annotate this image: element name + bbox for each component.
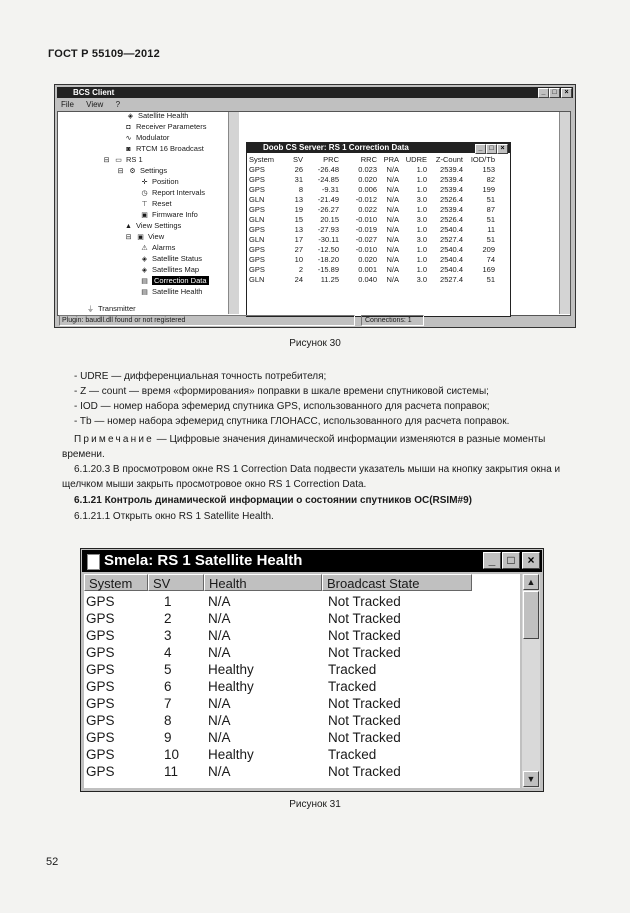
vertical-scrollbar[interactable] (522, 574, 540, 788)
note-text: — Цифровые значения динамической информации изменяются в разные моменты времени. (62, 434, 546, 460)
table-cell: 7 (164, 696, 172, 711)
menu-help[interactable]: ? (115, 100, 121, 109)
tree-item-label: Receiver Parameters (136, 122, 207, 131)
table-cell: 1.0 (416, 265, 427, 274)
column-header[interactable]: System (84, 574, 148, 591)
tree-item-label: Alarms (152, 243, 176, 252)
table-cell: GPS (249, 265, 265, 274)
tree-item[interactable] (86, 303, 136, 315)
table-cell: GPS (86, 696, 115, 711)
table-cell: 3.0 (416, 275, 427, 284)
sub-maximize-button[interactable]: □ (486, 144, 497, 154)
table-cell: UDRE (405, 155, 427, 164)
table-cell: GPS (86, 628, 115, 643)
scroll-up-icon[interactable]: ▲ (523, 574, 539, 590)
table-cell: PRC (323, 155, 339, 164)
table-cell: Healthy (208, 747, 254, 762)
table-cell: N/A (386, 215, 399, 224)
table-cell: SV (292, 155, 303, 164)
table-cell: PRA (383, 155, 399, 164)
table-cell: 2527.4 (440, 235, 463, 244)
close-button[interactable]: × (561, 88, 572, 98)
table-cell: 0.020 (358, 175, 377, 184)
scroll-down-icon[interactable]: ▼ (523, 771, 539, 787)
table-cell: N/A (386, 165, 399, 174)
tree-item-label: Satellite Health (138, 111, 189, 120)
tree-expander-icon[interactable]: ⊟ (125, 234, 132, 241)
paragraph-6-1-21-1: 6.1.21.1 Открыть окно RS 1 Satellite Health. (74, 511, 274, 522)
def-udre: - UDRE — дифференциальная точность потребителя; (74, 371, 327, 382)
table-cell: IOD/Tb (470, 155, 495, 164)
table-cell: 1.0 (416, 255, 427, 264)
table-cell: 87 (486, 205, 495, 214)
broadcast-icon: ◙ (126, 146, 131, 153)
table-cell: 0.020 (358, 255, 377, 264)
note-label: Примечание (74, 434, 154, 445)
table-cell: 27 (294, 245, 303, 254)
tree-item-label: View (148, 232, 165, 241)
table-cell: N/A (386, 205, 399, 214)
table-cell: GPS (86, 611, 115, 626)
table-cell: GPS (249, 205, 265, 214)
table-cell: -27.93 (317, 225, 339, 234)
tree-item-label: Settings (140, 166, 168, 175)
table-cell: 1.0 (416, 175, 427, 184)
table-cell: -0.019 (355, 225, 377, 234)
client-area (57, 111, 571, 316)
table-cell: GLN (249, 195, 265, 204)
map-icon: ◈ (141, 267, 148, 274)
table-cell: -26.27 (317, 205, 339, 214)
table-cell: 0.001 (358, 265, 377, 274)
table-cell: N/A (386, 175, 399, 184)
tree-item-label: Firmware Info (152, 210, 198, 219)
table-cell: 51 (486, 275, 495, 284)
scroll-thumb[interactable] (523, 591, 539, 639)
table-cell: 2539.4 (440, 185, 463, 194)
table-cell: N/A (386, 195, 399, 204)
tree-expander-icon[interactable]: ⊟ (117, 168, 124, 175)
table-cell: 82 (486, 175, 495, 184)
table-cell: 1.0 (416, 165, 427, 174)
window-title: Smela: RS 1 Satellite Health (104, 552, 303, 569)
table-cell: GPS (249, 175, 265, 184)
table-cell: 3.0 (416, 195, 427, 204)
table-cell: GPS (86, 747, 115, 762)
tree-item-label: Modulator (136, 133, 170, 142)
table-cell: Not Tracked (328, 594, 401, 609)
table-cell: Z-Count (435, 155, 463, 164)
table-cell: GPS (86, 679, 115, 694)
table-cell: GPS (249, 255, 265, 264)
tree-item-label: Correction Data (154, 276, 207, 285)
table-cell: Tracked (328, 662, 377, 677)
modulator-icon: ∿ (125, 135, 132, 142)
table-cell: N/A (386, 275, 399, 284)
tree-item-label: Satellite Status (152, 254, 203, 263)
table-cell: -24.85 (317, 175, 339, 184)
table-cell: GPS (249, 245, 265, 254)
table-cell: Not Tracked (328, 611, 401, 626)
table-cell: N/A (208, 713, 231, 728)
table-cell: 2540.4 (440, 225, 463, 234)
station-icon: ▭ (115, 157, 122, 164)
table-cell: 2527.4 (440, 275, 463, 284)
table-cell: N/A (208, 730, 231, 745)
table-cell: 0.022 (358, 205, 377, 214)
table-cell: RRC (360, 155, 377, 164)
view-settings-icon: ▲ (125, 223, 132, 230)
tree-item-label: View Settings (136, 221, 182, 230)
menu-file[interactable]: File (61, 100, 74, 109)
table-cell: Healthy (208, 662, 254, 677)
table-cell: N/A (386, 255, 399, 264)
table-cell: GLN (249, 215, 265, 224)
page-number: 52 (46, 856, 59, 868)
table-cell: 153 (482, 165, 495, 174)
def-zcount: - Z — count — время «формирования» поправки в шкале времени спутниковой системы; (74, 386, 489, 397)
column-header[interactable]: Broadcast State (322, 574, 472, 591)
tree-item-label: RTCM 16 Broadcast (136, 144, 204, 153)
table-cell: 51 (486, 215, 495, 224)
tree-scrollbar[interactable] (228, 112, 239, 314)
receiver-icon: ◘ (126, 124, 131, 131)
sub-close-button[interactable]: × (497, 144, 508, 154)
table-cell: 0.006 (358, 185, 377, 194)
table-cell: 26 (294, 165, 303, 174)
window-app-icon (87, 554, 100, 570)
close-button[interactable]: × (522, 552, 540, 569)
table-cell: 2539.4 (440, 175, 463, 184)
data-icon: ▤ (141, 278, 148, 285)
table-cell: 10 (294, 255, 303, 264)
table-cell: 3 (164, 628, 172, 643)
table-cell: N/A (208, 764, 231, 779)
maximize-button[interactable]: □ (549, 88, 560, 98)
tree-item-label: Satellites Map (152, 265, 200, 274)
table-cell: 11.25 (320, 275, 339, 284)
table-cell: GPS (249, 225, 265, 234)
table-row[interactable] (84, 729, 520, 746)
table-cell: -15.89 (317, 265, 339, 274)
menu-bar (57, 99, 573, 110)
table-cell: GPS (249, 165, 265, 174)
table-row[interactable] (84, 695, 520, 712)
transmitter-icon: ⏚ (87, 306, 94, 313)
minimize-button[interactable]: _ (483, 552, 501, 569)
table-cell: GPS (86, 764, 115, 779)
table-cell: 1.0 (416, 225, 427, 234)
satellite-health-table (84, 574, 520, 788)
figure31-caption: Рисунок 31 (289, 799, 341, 810)
table-cell: 10 (164, 747, 180, 762)
tree-item-label: Reset (152, 199, 172, 208)
table-cell: 17 (294, 235, 303, 244)
table-cell: -9.31 (321, 185, 339, 194)
table-cell: -0.012 (355, 195, 377, 204)
table-cell: 199 (482, 185, 495, 194)
table-cell: 51 (486, 235, 495, 244)
table-cell: -21.49 (317, 195, 339, 204)
table-cell: 2 (298, 265, 303, 274)
table-cell: 2 (164, 611, 172, 626)
table-cell: GPS (249, 185, 265, 194)
tree-item[interactable] (140, 286, 202, 298)
table-cell: 2539.4 (440, 205, 463, 214)
table-row[interactable] (84, 763, 520, 780)
table-cell: 6 (164, 679, 172, 694)
table-cell: 3.0 (416, 215, 427, 224)
note-paragraph (62, 432, 574, 462)
status-bar (57, 315, 573, 325)
view-icon: ▣ (137, 234, 144, 241)
tree-item-label: Satellite Health (152, 287, 203, 296)
definitions-list (74, 369, 574, 429)
tree-item-label: Transmitter (98, 304, 136, 313)
column-header[interactable]: Health (204, 574, 322, 591)
table-cell: 2540.4 (440, 255, 463, 264)
table-cell: 1.0 (416, 185, 427, 194)
paragraph-6-1-20-3: 6.1.20.3 В просмотровом окне RS 1 Correction Data подвести указатель мыши на кнопку закрытия окна и щелчком мыши закрыть просмотровое окно RS 1 Correction Data. (62, 464, 561, 490)
table-cell: GPS (86, 730, 115, 745)
firmware-icon: ▣ (141, 212, 148, 219)
table-cell: N/A (386, 265, 399, 274)
table-row[interactable] (84, 610, 520, 627)
table-cell: N/A (386, 225, 399, 234)
table-cell: Not Tracked (328, 764, 401, 779)
table-cell: -0.010 (355, 245, 377, 254)
table-cell: 1.0 (416, 245, 427, 254)
table-cell: 209 (482, 245, 495, 254)
table-cell: 20.15 (320, 215, 339, 224)
table-cell: 1.0 (416, 205, 427, 214)
subwindow-title-bar (247, 143, 510, 153)
subwindow-title: Doob CS Server: RS 1 Correction Data (263, 143, 409, 152)
table-cell: Not Tracked (328, 645, 401, 660)
table-row[interactable] (84, 746, 520, 763)
figure30-caption: Рисунок 30 (289, 338, 341, 349)
table-cell: 11 (164, 764, 179, 779)
table-cell: -0.027 (355, 235, 377, 244)
table-cell: GPS (86, 594, 115, 609)
table-cell: 8 (164, 713, 172, 728)
table-cell: 11 (487, 225, 495, 234)
table-row[interactable] (84, 627, 520, 644)
main-scrollbar[interactable] (559, 112, 570, 314)
table-cell: N/A (208, 696, 231, 711)
table-cell: N/A (386, 235, 399, 244)
correction-data-window (246, 142, 511, 317)
table-cell: N/A (208, 628, 231, 643)
satellite-icon: ◈ (127, 113, 134, 120)
status-plugin: Plugin: baudll.dll found or not registered (59, 315, 355, 326)
table-row[interactable] (84, 644, 520, 661)
table-cell: System (249, 155, 275, 164)
table-cell: Tracked (328, 747, 377, 762)
table-cell: 2526.4 (440, 195, 463, 204)
title-bar (82, 550, 542, 572)
table-cell: N/A (208, 611, 231, 626)
status-connections: Connections: 1 (361, 315, 424, 326)
section-heading: 6.1.21 Контроль динамической информации о состоянии спутников ОС(RSIM#9) (74, 495, 472, 506)
table-cell: -0.010 (355, 215, 377, 224)
table-cell: GLN (249, 235, 265, 244)
table-cell: 19 (294, 205, 303, 214)
table-cell: 4 (164, 645, 172, 660)
tree-item-label: RS 1 (126, 155, 143, 164)
table-cell: 2526.4 (440, 215, 463, 224)
table-cell: Not Tracked (328, 628, 401, 643)
table-cell: -18.20 (317, 255, 339, 264)
table-cell: N/A (208, 594, 231, 609)
table-cell: -30.11 (318, 235, 339, 244)
document-header: ГОСТ Р 55109—2012 (48, 48, 160, 60)
table-cell: 0.023 (358, 165, 377, 174)
table-cell: Not Tracked (328, 696, 401, 711)
table-cell: GPS (86, 645, 115, 660)
table-cell: 8 (298, 185, 303, 194)
satellite-icon: ◈ (141, 256, 148, 263)
table-cell: 2540.4 (440, 245, 463, 254)
sub-minimize-button[interactable]: _ (475, 144, 486, 154)
table-cell: 31 (294, 175, 303, 184)
table-cell: Tracked (328, 679, 377, 694)
table-row[interactable] (84, 712, 520, 729)
table-cell: N/A (386, 245, 399, 254)
table-row[interactable] (84, 593, 520, 610)
table-cell: Healthy (208, 679, 254, 694)
table-cell: 2540.4 (440, 265, 463, 274)
table-cell: 24 (294, 275, 303, 284)
reset-icon: ⊤ (141, 201, 148, 208)
table-cell: -12.50 (317, 245, 339, 254)
def-tb: - Tb — номер набора эфемерид спутника ГЛОНАСС, использованного для расчета поправок. (74, 416, 510, 427)
title-bar (57, 87, 573, 98)
table-cell: 15 (294, 215, 303, 224)
alarm-icon: ⚠ (141, 245, 148, 252)
table-cell: 1 (164, 594, 172, 609)
maximize-button[interactable]: □ (502, 552, 520, 569)
window-title: BCS Client (73, 88, 115, 97)
position-icon: ✛ (141, 179, 148, 186)
tree-expander-icon[interactable]: ⊟ (103, 157, 110, 164)
health-icon: ▤ (141, 289, 148, 296)
table-cell: Not Tracked (328, 713, 401, 728)
column-header[interactable]: SV (148, 574, 204, 591)
table-row[interactable] (84, 661, 520, 678)
table-cell: 169 (482, 265, 495, 274)
table-cell: 74 (486, 255, 495, 264)
table-cell: GLN (249, 275, 265, 284)
bcs-client-window (54, 84, 576, 328)
table-cell: 13 (294, 225, 303, 234)
clock-icon: ◷ (141, 190, 148, 197)
table-row[interactable] (84, 678, 520, 695)
table-cell: 0.040 (358, 275, 377, 284)
table-cell: 3.0 (416, 235, 427, 244)
table-cell: GPS (86, 713, 115, 728)
table-cell: 9 (164, 730, 172, 745)
table-cell: -26.48 (317, 165, 339, 174)
tree-item-label: Position (152, 177, 179, 186)
table-cell: N/A (386, 185, 399, 194)
table-cell: GPS (86, 662, 115, 677)
table-cell: 5 (164, 662, 172, 677)
table-cell: 13 (294, 195, 303, 204)
settings-icon: ⚙ (129, 168, 136, 175)
table-cell: 2539.4 (440, 165, 463, 174)
def-iod: - IOD — номер набора эфемерид спутника GPS, использованного для расчета поправок; (74, 401, 490, 412)
table-cell: N/A (208, 645, 231, 660)
tree-item-label: Report Intervals (152, 188, 205, 197)
satellite-health-window (80, 548, 544, 792)
table-cell: 51 (486, 195, 495, 204)
menu-view[interactable]: View (86, 100, 104, 109)
minimize-button[interactable]: _ (538, 88, 549, 98)
table-cell: Not Tracked (328, 730, 401, 745)
